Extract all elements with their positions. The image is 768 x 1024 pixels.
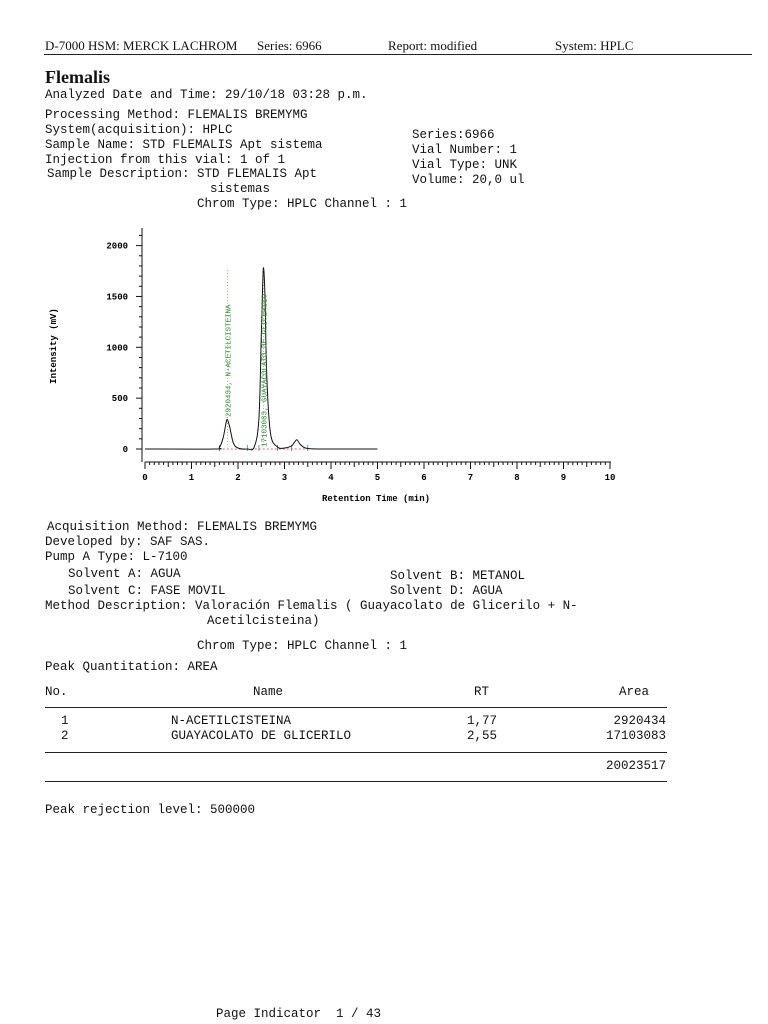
sample-name: Sample Name: STD FLEMALIS Apt sistema [45, 138, 323, 152]
chromatogram-chart [0, 220, 768, 520]
processing-method: Processing Method: FLEMALIS BREMYMG [45, 108, 308, 122]
sample-description-cont: sistemas [210, 182, 271, 196]
y-tick-label: 1500 [106, 292, 128, 303]
x-tick-label: 8 [514, 473, 520, 483]
method-description-cont: Acetilcisteina) [207, 614, 320, 628]
x-tick-label: 4 [328, 473, 334, 483]
row-no: 1 [61, 714, 69, 728]
table-total-area: 20023517 [605, 759, 666, 773]
x-tick-label: 1 [188, 473, 195, 483]
header-rule [44, 54, 752, 55]
peak-label: 2920434, N-ACETILCISTEINA [225, 304, 234, 417]
row-name: GUAYACOLATO DE GLICERILO [171, 729, 352, 743]
sample-description: Sample Description: STD FLEMALIS Apt [47, 167, 318, 181]
pump-type: Pump A Type: L-7100 [45, 550, 188, 564]
x-tick-label: 2 [235, 473, 241, 483]
row-no: 2 [61, 729, 69, 743]
developed-by: Developed by: SAF SAS. [45, 535, 211, 549]
x-tick-label: 3 [281, 473, 288, 483]
solvent-c: Solvent C: FASE MOVIL [68, 584, 226, 598]
chrom-type: Chrom Type: HPLC Channel : 1 [197, 197, 408, 211]
table-bottom-rule [45, 781, 667, 782]
method-description: Method Description: Valoración Flemalis ( Guayacolato de Glicerilo + N- [45, 599, 578, 613]
acquisition-method: Acquisition Method: FLEMALIS BREMYMG [47, 520, 318, 534]
report-title: Flemalis [45, 67, 110, 87]
x-tick-label: 5 [374, 473, 381, 483]
vial-number: Vial Number: 1 [412, 143, 518, 157]
col-header-no: No. [45, 685, 68, 699]
vial-type: Vial Type: UNK [412, 158, 518, 172]
y-tick-label: 500 [111, 394, 128, 405]
header-report: Report: modified [388, 38, 478, 53]
x-tick-label: 7 [467, 473, 474, 483]
page-indicator: Page Indicator 1 / 43 [216, 1007, 382, 1021]
vial-volume: Volume: 20,0 ul [412, 173, 525, 187]
y-tick-label: 1000 [106, 343, 128, 354]
row-rt: 2,55 [467, 729, 498, 743]
col-header-rt: RT [474, 685, 490, 699]
peak-quantitation: Peak Quantitation: AREA [45, 660, 218, 674]
col-header-area: Area [618, 685, 649, 699]
peak-rejection-level: Peak rejection level: 500000 [45, 803, 256, 817]
chrom-type-2: Chrom Type: HPLC Channel : 1 [197, 639, 408, 653]
solvent-d: Solvent D: AGUA [390, 584, 503, 598]
solvent-a: Solvent A: AGUA [68, 567, 181, 581]
analyzed-date: Analyzed Date and Time: 29/10/18 03:28 p.m. [45, 88, 368, 102]
table-total-rule [45, 752, 667, 753]
row-name: N-ACETILCISTEINA [171, 714, 292, 728]
solvent-b: Solvent B: METANOL [390, 569, 526, 583]
x-tick-label: 6 [421, 473, 427, 483]
vial-series: Series:6966 [412, 128, 495, 142]
injection-info: Injection from this vial: 1 of 1 [45, 153, 286, 167]
header-instrument: D-7000 HSM: MERCK LACHROM [45, 38, 238, 53]
row-area: 2920434 [613, 714, 666, 728]
table-header-rule [45, 707, 667, 708]
row-area: 17103083 [605, 729, 666, 743]
y-axis-label: Intensity (mV) [49, 308, 59, 384]
x-tick-label: 0 [142, 473, 148, 483]
x-tick-label: 10 [604, 473, 616, 483]
x-axis-label: Retention Time (min) [321, 494, 431, 504]
y-tick-label: 0 [122, 445, 128, 455]
header-system: System: HPLC [555, 38, 634, 53]
system-acquisition: System(acquisition): HPLC [45, 123, 233, 137]
x-tick-label: 9 [560, 473, 567, 483]
header-series: Series: 6966 [257, 38, 322, 53]
peak-label: 17103083, GUAYACOLATO DE GLICERILO [261, 293, 270, 447]
col-header-name: Name [253, 685, 284, 699]
row-rt: 1,77 [467, 714, 498, 728]
y-tick-label: 2000 [106, 241, 128, 252]
